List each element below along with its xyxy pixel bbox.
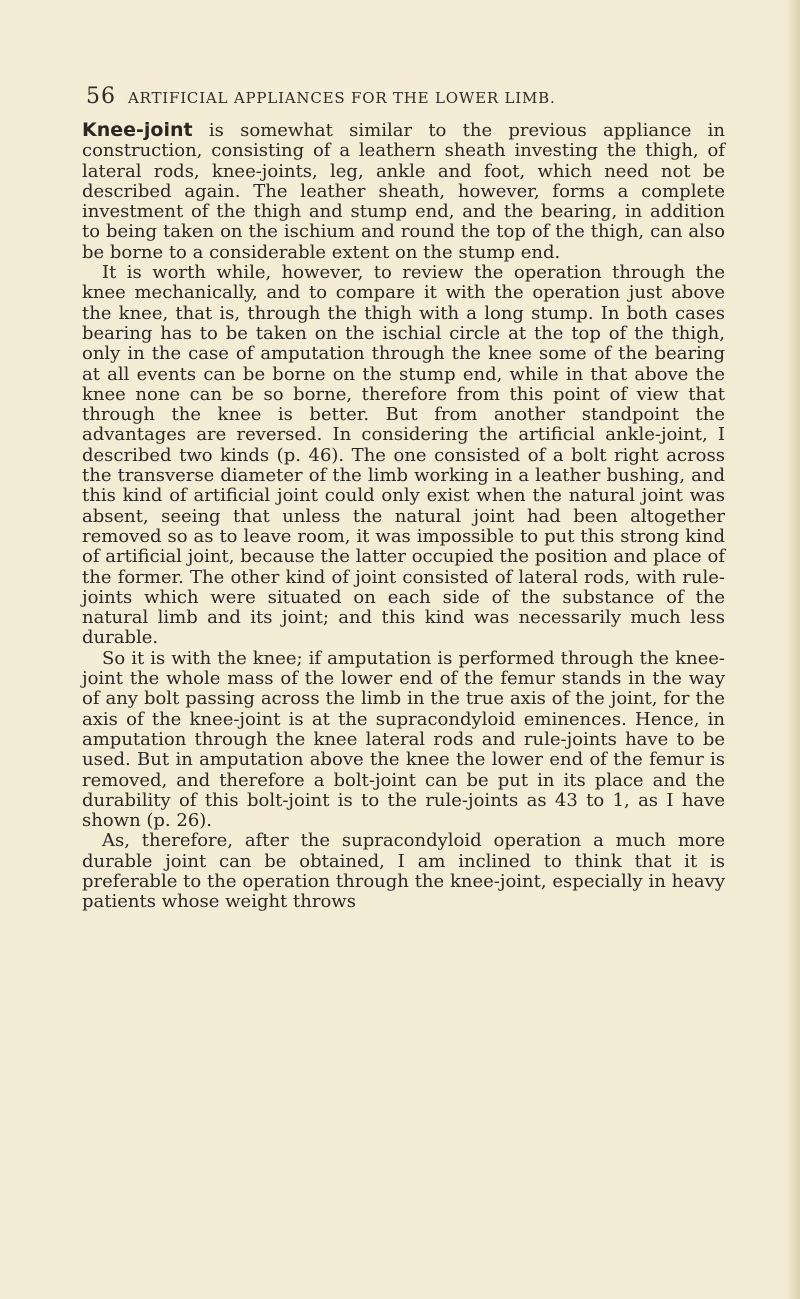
paragraph-1-text: is somewhat similar to the previous appliance in construction, consisting of a leathern sheath investing the thigh, of lateral rods, knee-joints, leg, ankle and foot, which need not be described again. The leather sheath, however, forms a complete investment of the thigh and stump end, and the bearing, in addition to being taken on the ischium and round the top of the thigh, can also be borne to a considerable extent on the stump end. [82, 120, 725, 263]
paragraph-3: So it is with the knee; if amputation is performed through the knee-joint the whole mass of the lower end of the femur stands in the way of any bolt passing across the limb in the true axis of the joint, for the axis of the knee-joint is at the supracondyloid eminences. Hence, in amputation through the knee lateral rods and rule-joints have to be used. But in amputation above the knee the lower end of the femur is removed, and therefore a bolt-joint can be put in its place and the durability of this bolt-joint is to the rule-joints as 43 to 1, as I have shown (p. 26). [82, 647, 725, 832]
paragraph-4: As, therefore, after the supracondyloid operation a much more durable joint can be obtained, I am inclined to think that it is preferable to the operation through the knee-joint, especially in heavy patients whose weight throws [82, 830, 725, 913]
running-head: ARTIFICIAL APPLIANCES FOR THE LOWER LIMB. [128, 89, 556, 107]
page-header [86, 84, 726, 114]
sidehead-knee-joint: Knee-joint [82, 119, 193, 141]
body-text [82, 120, 725, 1270]
page-number: 56 [86, 84, 116, 109]
paragraph-knee-joint [82, 120, 725, 263]
page-edge-shadow [786, 0, 800, 1299]
paragraph-2: It is worth while, however, to review the operation through the knee mechanically, and to compare it with the operation just above the knee, that is, through the thigh with a long stump. In both cases bearing has to be taken on the ischial circle at the top of the thigh, only in the case of amputation through the knee some of the bearing at all events can be borne on the stump end, while in that above the knee none can be so borne, therefore from this point of view that through the knee is better. But from another standpoint the advantages are reversed. In considering the artificial ankle-joint, I described two kinds (p. 46). The one consisted of a bolt right across the transverse diameter of the limb working in a leather bushing, and this kind of artificial joint could only exist when the natural joint was absent, seeing that unless the natural joint had been altogether removed so as to leave room, it was impossible to put this strong kind of artificial joint, because the latter occupied the position and place of the former. The other kind of joint consisted of lateral rods, with rule-joints which were situated on each side of the substance of the natural limb and its joint; and this kind was necessarily much less durable. [82, 262, 725, 649]
